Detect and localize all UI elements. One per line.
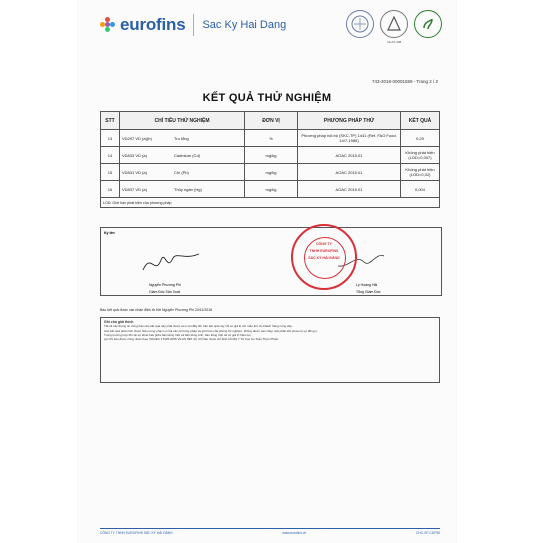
notes-line: (a) Chỉ tiêu được công nhận theo ISO/IEC 17025:2005 VILAS 498. (b) Chỉ tiêu được chỉ định bởi Bộ Y Tế Cục An Toàn Thực Phẩm. (104, 337, 280, 342)
cell-indicator (120, 147, 245, 164)
indicator-code: VD831 VD (a) (122, 169, 147, 175)
stamp-line: TNHH EUROFINS (309, 249, 339, 253)
col-header-unit: ĐƠN VỊ (245, 112, 298, 130)
col-header-stt: STT (101, 112, 120, 130)
document-footer (100, 531, 440, 535)
signer-2-name: Lý Hoàng Hải (356, 283, 378, 287)
company-logo (100, 14, 286, 36)
vilas-accreditation-icon (380, 10, 408, 44)
table-row (101, 130, 440, 147)
cell-indicator (120, 181, 245, 198)
cell-stt: 14 (101, 147, 120, 164)
stamp-line: SẮC KÝ HẢI ĐĂNG (308, 256, 340, 260)
electronic-approval: Báo kết quả được xác nhận điện tử bởi Nguyễn Phương Phi 24/11/2018 (100, 308, 213, 312)
footer-divider (100, 528, 440, 529)
eurofins-logo-icon (100, 17, 116, 33)
cell-method: AOAC 2015.01 (298, 164, 401, 181)
document-page (78, 0, 456, 543)
company-stamp-icon (291, 224, 357, 290)
indicator-code: VD833 VD (a) (122, 152, 147, 158)
cell-result: 0,004 (401, 181, 440, 198)
cell-unit: mg/kg (245, 147, 298, 164)
cell-result: Không phát hiện (LOD=0,007) (401, 147, 440, 164)
col-header-result: KẾT QUẢ (401, 112, 440, 130)
notes-line: Tất cả các thông tin trong báo cáo kết quả này phải được xem xét đầy đủ, bản kết quả này chỉ có giá trị với mẫu thử do khách hàng cung cấp. (104, 324, 293, 329)
indicator-name: Chì (Pb) (174, 169, 189, 175)
vilas-label: VILAS 498 (386, 40, 402, 44)
signer-1-name: Nguyễn Phương Phi (149, 283, 181, 287)
brand-subname: Sac Ky Hai Dang (202, 19, 287, 31)
notes-line: Trong trường hợp tồn tại sự khác biệt giữa bản tiếng Việt và bản tiếng Anh, bản tiếng Việt sẽ có giá trị hiệu lực. (104, 332, 252, 337)
cell-stt: 15 (101, 164, 120, 181)
indicator-code: VD837 VD (a) (122, 186, 147, 192)
document-header (88, 8, 448, 44)
cell-stt: 16 (101, 181, 120, 198)
cell-result: 0,29 (401, 130, 440, 147)
table-note: LOD: Giới hạn phát hiện của phương pháp (101, 198, 440, 208)
explanatory-notes (100, 317, 440, 383)
col-header-method: PHƯƠNG PHÁP THỬ (298, 112, 401, 130)
table-header-row (101, 112, 440, 130)
col-header-indicator: CHỈ TIÊU THỬ NGHIỆM (120, 112, 245, 130)
results-table (100, 111, 440, 208)
signer-1-title: Giám Đốc Sản Xuất (149, 290, 180, 294)
certification-marks (346, 10, 442, 44)
footer-company: CÔNG TY TNHH EUROFINS SẮC KÝ HẢI ĐĂNG (100, 531, 173, 535)
cell-indicator (120, 130, 245, 147)
stamp-line: CÔNG TY (316, 242, 332, 246)
indicator-code: VD297 VD (a)(b) (122, 135, 152, 141)
signature-section (100, 227, 442, 296)
cell-stt: 13 (101, 130, 120, 147)
brand-name: eurofins (120, 15, 186, 34)
cell-unit: % (245, 130, 298, 147)
cell-method: AOAC 2015.01 (298, 181, 401, 198)
report-title: KẾT QUẢ THỬ NGHIỆM (202, 92, 332, 104)
cell-method: Phương pháp nội bộ (SKC-TP) 1441 (Ref. FAO Food. 14/7-1986) (298, 130, 401, 147)
cell-result: Không phát hiện (LOD=0,02) (401, 164, 440, 181)
table-row (101, 147, 440, 164)
cell-unit: mg/kg (245, 164, 298, 181)
cell-unit: mg/kg (245, 181, 298, 198)
cell-indicator (120, 164, 245, 181)
footer-website[interactable]: www.eurofins.vn (282, 531, 307, 535)
certification-seal-icon (346, 10, 374, 38)
indicator-name: Thủy ngân (Hg) (174, 186, 202, 192)
signature-label: Ký tên (104, 231, 115, 235)
cell-method: AOAC 2015.01 (298, 147, 401, 164)
ministry-seal-icon (414, 10, 442, 38)
logo-divider (193, 14, 194, 36)
indicator-name: Tro tổng (174, 135, 189, 141)
table-row (101, 181, 440, 198)
signer-2-title: Tổng Giám Đốc (356, 290, 381, 294)
indicator-name: Cadmium (Cd) (174, 152, 201, 158)
signature-1-icon (141, 246, 201, 276)
table-note-row (101, 198, 440, 208)
footer-form-code: CHC-SF-CDF55 (416, 531, 440, 535)
notes-title: Ghi chú giải thích (104, 320, 134, 324)
notes-line: Các kết quả phân tích được hiểu trong phạm vi của các phương pháp và giới hạn của phòng thí nghiệm, không được sao chép một phần khi chưa có sự đồng ý. (104, 328, 318, 333)
report-reference: 743-2018-00001559 - Trang 2 / 2 (371, 79, 438, 84)
table-row (101, 164, 440, 181)
